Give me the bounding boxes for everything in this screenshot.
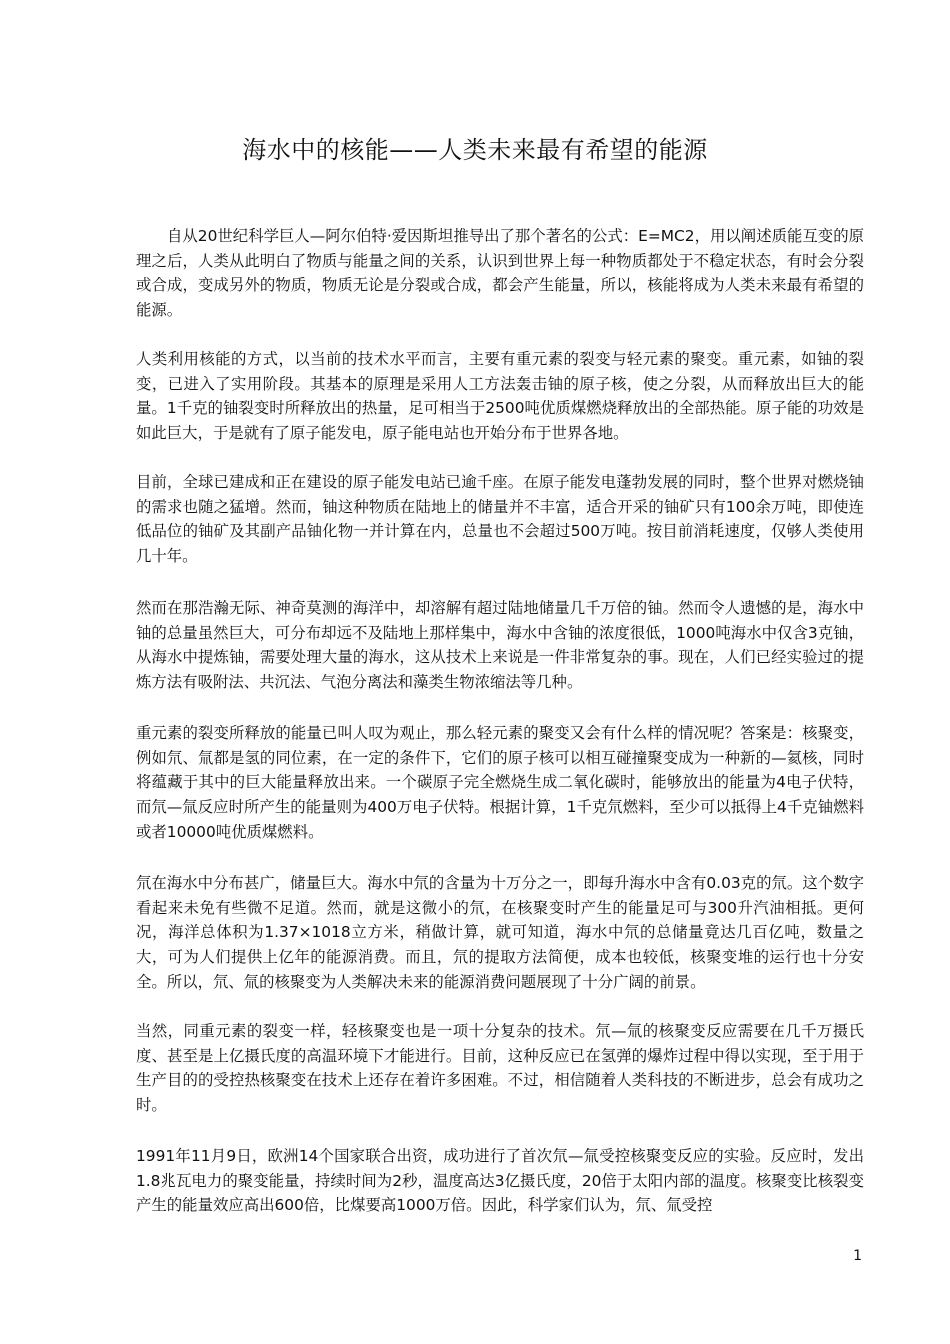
paragraph-5: 重元素的裂变所释放的能量已叫人叹为观止，那么轻元素的聚变又会有什么样的情况呢？答案是：核聚变，例如氘、氚都是氢的同位素，在一定的条件下，它们的原子核可以相互碰撞聚变成为一种新的—氦核，同时将蕴藏于其中的巨大能量释放出来。一个碳原子完全燃烧生成二氧化碳时，能够放出的能量为4电子伏特，而氘—氚反应时所产生的能量则为400万电子伏特。根据计算，1千克氘燃料，至少可以抵得上4千克铀燃料或者10000吨优质煤燃料。 — [136, 724, 864, 841]
paragraph-8: 1991年11月9日，欧洲14个国家联合出资，成功进行了首次氘—氚受控核聚变反应的实验。反应时，发出1.8兆瓦电力的聚变能量，持续时间为2秒，温度高达3亿摄氏度，20倍于太阳内部的温度。核聚变比核裂变产生的能量效应高出600倍，比煤要高1000万倍。因此，科学家们认为，氘、氚受控 — [136, 1147, 864, 1215]
paragraph-2: 人类利用核能的方式，以当前的技术水平而言，主要有重元素的裂变与轻元素的聚变。重元素，如铀的裂变，已进入了实用阶段。其基本的原理是采用人工方法轰击铀的原子核，使之分裂，从而释放出巨大的能量。1千克的铀裂变时所释放出的热量，足可相当于2500吨优质煤燃烧释放出的全部热能。原子能的功效是如此巨大，于是就有了原子能发电，原子能电站也开始分布于世界各地。 — [136, 350, 864, 443]
page-number: 1 — [853, 1248, 862, 1264]
paragraph-7: 当然，同重元素的裂变一样，轻核聚变也是一项十分复杂的技术。氘—氚的核聚变反应需要在几千万摄氏度、甚至是上亿摄氏度的高温环境下才能进行。目前，这种反应已在氢弹的爆炸过程中得以实现，至于用于生产目的的受控热核聚变在技术上还存在着许多困难。不过，相信随着人类科技的不断进步，总会有成功之时。 — [136, 1022, 864, 1115]
paragraph-4: 然而在那浩瀚无际、神奇莫测的海洋中，却溶解有超过陆地储量几千万倍的铀。然而令人遗憾的是，海水中铀的总量虽然巨大，可分布却远不及陆地上那样集中，海水中含铀的浓度很低，1000吨海水中仅含3克铀，从海水中提炼铀，需要处理大量的海水，这从技术上来说是一件非常复杂的事。现在，人们已经实验过的提炼方法有吸附法、共沉法、气泡分离法和藻类生物浓缩法等几种。 — [136, 599, 864, 692]
paragraph-1: 自从20世纪科学巨人—阿尔伯特·爱因斯坦推导出了那个著名的公式：E=MC2，用以阐述质能互变的原理之后，人类从此明白了物质与能量之间的关系，认识到世界上每一种物质都处于不稳定状态，有时会分裂或合成，变成另外的物质，物质无论是分裂或合成，都会产生能量，所以，核能将成为人类未来最有希望的能源。 — [136, 227, 864, 320]
document-title: 海水中的核能——人类未来最有希望的能源 — [242, 136, 708, 164]
paragraph-3: 目前，全球已建成和正在建设的原子能发电站已逾千座。在原子能发电蓬勃发展的同时，整个世界对燃烧铀的需求也随之猛增。然而，铀这种物质在陆地上的储量并不丰富，适合开采的铀矿只有100余万吨，即使连低品位的铀矿及其副产品铀化物一并计算在内，总量也不会超过500万吨。按目前消耗速度，仅够人类使用几十年。 — [136, 473, 864, 566]
paragraph-6: 氘在海水中分布甚广，储量巨大。海水中氘的含量为十万分之一，即每升海水中含有0.03克的氘。这个数字看起来未免有些微不足道。然而，就是这微小的氘，在核聚变时产生的能量足可与300升汽油相抵。更何况，海洋总体积为1.37×1018立方米，稍做计算，就可知道，海水中氘的总储量竟达几百亿吨，数量之大，可为人们提供上亿年的能源消费。而且，氘的提取方法简便，成本也较低，核聚变堆的运行也十分安全。所以，氘、氚的核聚变为人类解决未来的能源消费问题展现了十分广阔的前景。 — [136, 874, 864, 991]
